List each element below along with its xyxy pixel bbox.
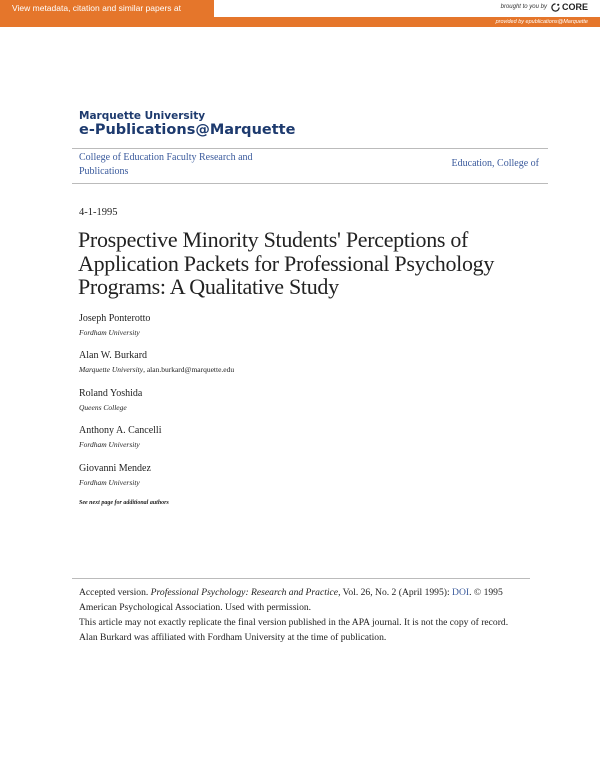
doi-link[interactable]: DOI <box>452 587 470 598</box>
author-name: Giovanni Mendez <box>79 463 151 474</box>
author-affiliation <box>79 365 234 374</box>
author-name: Joseph Ponterotto <box>79 313 151 324</box>
accepted-label: Accepted version. <box>79 587 151 598</box>
author-name: Alan W. Burkard <box>79 350 148 361</box>
collection-link[interactable] <box>79 151 289 178</box>
core-logo-icon <box>551 3 560 12</box>
repository-name[interactable]: e-Publications@Marquette <box>79 122 296 138</box>
collection-line2: Publications <box>79 165 129 177</box>
collection-box <box>72 148 548 184</box>
citation-details: , Vol. 26, No. 2 (April 1995): <box>338 587 453 598</box>
author-name: Roland Yoshida <box>79 388 143 399</box>
core-logo[interactable] <box>551 2 588 12</box>
author-affiliation: Fordham University <box>79 328 140 337</box>
author-affiliation: Fordham University <box>79 478 140 487</box>
title-line1: Prospective Minority Students' Perceptions of <box>78 227 469 252</box>
provided-by-bar[interactable]: provided by epublications@Marquette <box>0 17 600 27</box>
journal-name: Professional Psychology: Research and Practice <box>150 587 339 598</box>
affiliation-note: Alan Burkard was affiliated with Fordham University at the time of publication. <box>79 632 387 643</box>
copyright-text: . © 1995 American Psychological Association. Used with permission. <box>79 587 503 613</box>
citation-paragraph <box>79 585 529 615</box>
paper-title <box>78 228 518 299</box>
core-link-text: View metadata, citation and similar papers at <box>12 3 181 13</box>
collection-line1: College of Education Faculty Research and <box>79 152 253 163</box>
author-email: , alan.burkard@marquette.edu <box>143 365 235 374</box>
replication-notice: This article may not exactly replicate the final version published in the APA journal. It is not the copy of record. <box>79 617 509 628</box>
citation-footer <box>79 585 529 645</box>
author-name: Anthony A. Cancelli <box>79 425 162 436</box>
brought-to-you-text: brought to you by <box>500 4 547 10</box>
core-banner <box>0 0 600 17</box>
publication-date: 4-1-1995 <box>79 207 118 218</box>
core-metadata-link[interactable] <box>0 0 214 17</box>
brought-to-you <box>501 2 588 12</box>
title-line2: Application Packets for Professional Psychology <box>78 250 495 276</box>
footer-divider <box>72 578 530 579</box>
author-affiliation: Queens College <box>79 403 127 412</box>
see-next-page-note: See next page for additional authors <box>79 500 169 506</box>
author-affiliation: Fordham University <box>79 440 140 449</box>
affiliation-text: Marquette University <box>79 365 144 374</box>
department-link[interactable]: Education, College of <box>451 158 539 169</box>
university-name[interactable]: Marquette University <box>79 110 206 122</box>
title-line3: Programs: A Qualitative Study <box>78 274 339 299</box>
core-logo-text: CORE <box>561 2 588 12</box>
